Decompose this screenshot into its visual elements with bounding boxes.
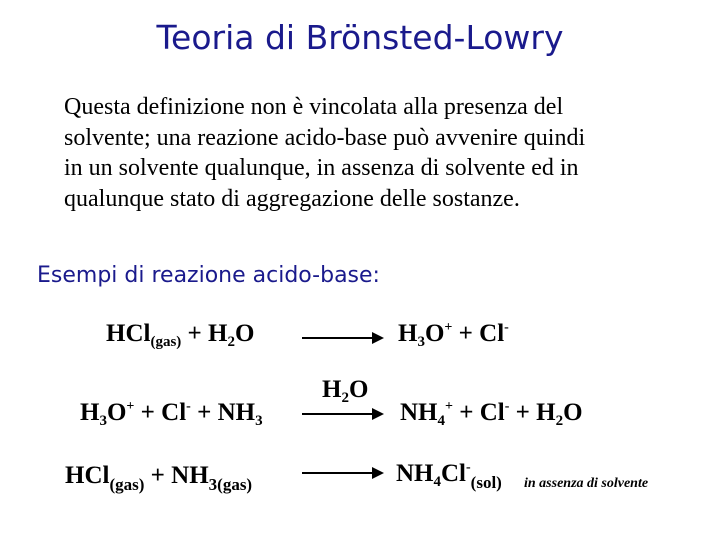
reaction1-products: $H_3O^+ + Cl^-$: [398, 320, 509, 350]
reaction1-arrow: [302, 337, 382, 339]
reaction2-reactants: $H_3O^+ + Cl^- + NH_3$: [80, 399, 263, 429]
paragraph-line: qualunque stato di aggregazione delle sostanze.: [64, 185, 520, 212]
reaction2-arrow-label: $H_2O$: [322, 376, 369, 406]
examples-heading: Esempi di reazione acido-base:: [37, 263, 380, 288]
paragraph-line: in un solvente qualunque, in assenza di solvente ed in: [64, 155, 579, 181]
slide-title: Teoria di Brönsted-Lowry: [156, 18, 564, 57]
reaction3-products: $NH_4Cl^-_{(sol)}$: [396, 460, 502, 492]
reaction3-reactants: $HCl_{(gas)} + NH_{3(gas)}$: [65, 462, 253, 494]
reaction2-arrow: [302, 413, 382, 415]
paragraph-line: Questa definizione non è vincolata alla presenza del: [64, 94, 564, 120]
reaction3-note: in assenza di solvente: [524, 476, 649, 491]
reaction2-products: $NH_4^+ + Cl^- + H_2O$: [400, 399, 583, 429]
paragraph-line: solvente; una reazione acido-base può avvenire quindi: [64, 124, 586, 151]
reaction1-reactants: $HCl_{(gas)} + H_2O$: [106, 320, 255, 350]
reaction3-arrow: [302, 472, 382, 474]
definition-paragraph: [64, 92, 704, 214]
